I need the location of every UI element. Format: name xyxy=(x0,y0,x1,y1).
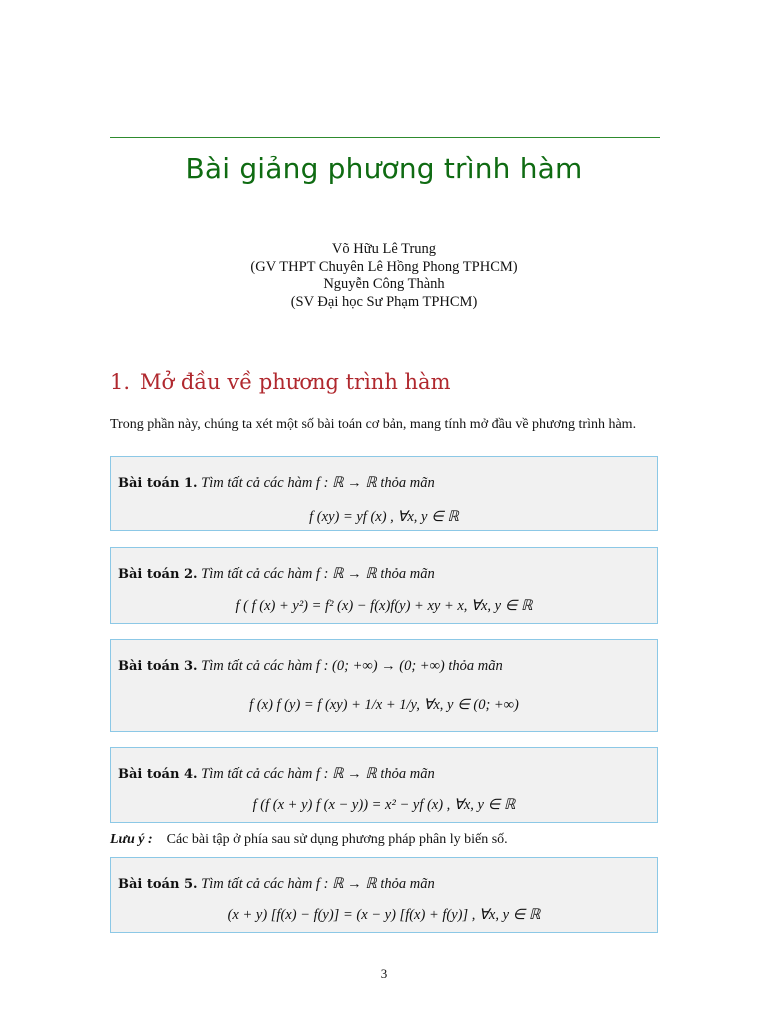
note-text: Các bài tập ở phía sau sử dụng phương pháp phân ly biến số. xyxy=(166,832,508,847)
problem-heading xyxy=(118,876,435,893)
problem-box xyxy=(110,747,658,823)
title-rule xyxy=(110,137,660,138)
section-title: Mở đầu về phương trình hàm xyxy=(140,370,451,394)
problem-statement: Tìm tất cả các hàm f : ℝ → ℝ thỏa mãn xyxy=(201,566,435,582)
intro-paragraph: Trong phần này, chúng ta xét một số bài toán cơ bản, mang tính mở đầu về phương trình hàm. xyxy=(110,417,637,432)
author-line: (GV THPT Chuyên Lê Hồng Phong TPHCM) xyxy=(250,258,518,275)
problem-label: Bài toán 5. xyxy=(118,877,198,892)
problem-equation: f (x) f (y) = f (xy) + 1/x + 1/y, ∀x, y ∈ (0; +∞) xyxy=(249,697,519,713)
author-line: Võ Hữu Lê Trung xyxy=(331,241,437,257)
problem-heading xyxy=(118,766,435,783)
problem-heading xyxy=(118,658,503,675)
author-line: Nguyễn Công Thành xyxy=(323,276,445,292)
note-line xyxy=(110,832,508,848)
problem-heading xyxy=(118,475,435,492)
problem-box xyxy=(110,857,658,933)
problem-label: Bài toán 2. xyxy=(118,567,198,582)
problem-box xyxy=(110,456,658,531)
problem-label: Bài toán 4. xyxy=(118,767,198,782)
problem-equation: f (xy) = yf (x) , ∀x, y ∈ ℝ xyxy=(309,509,459,525)
page-title: Bài giảng phương trình hàm xyxy=(185,152,583,185)
author-block xyxy=(0,241,768,311)
problem-statement: Tìm tất cả các hàm f : ℝ → ℝ thỏa mãn xyxy=(201,766,435,782)
section-number: 1. xyxy=(110,370,131,394)
problem-equation: (x + y) [f(x) − f(y)] = (x − y) [f(x) + f(y)] , ∀x, y ∈ ℝ xyxy=(227,907,541,923)
author-line: (SV Đại học Sư Phạm TPHCM) xyxy=(290,293,478,310)
problem-statement: Tìm tất cả các hàm f : ℝ → ℝ thỏa mãn xyxy=(201,876,435,892)
problem-label: Bài toán 3. xyxy=(118,659,198,674)
problem-box xyxy=(110,639,658,732)
problem-equation: f ( f (x) + y²) = f² (x) − f(x)f(y) + xy + x, ∀x, y ∈ ℝ xyxy=(235,598,533,614)
problem-statement: Tìm tất cả các hàm f : ℝ → ℝ thỏa mãn xyxy=(201,475,435,491)
page-number: 3 xyxy=(380,966,388,981)
note-label: Lưu ý : xyxy=(110,832,153,847)
problem-equation: f (f (x + y) f (x − y)) = x² − yf (x) , ∀x, y ∈ ℝ xyxy=(252,797,516,813)
problem-heading xyxy=(118,566,435,583)
problem-box xyxy=(110,547,658,624)
problem-label: Bài toán 1. xyxy=(118,476,198,491)
section-heading xyxy=(110,370,451,394)
problem-statement: Tìm tất cả các hàm f : (0; +∞) → (0; +∞) thỏa mãn xyxy=(201,658,503,674)
